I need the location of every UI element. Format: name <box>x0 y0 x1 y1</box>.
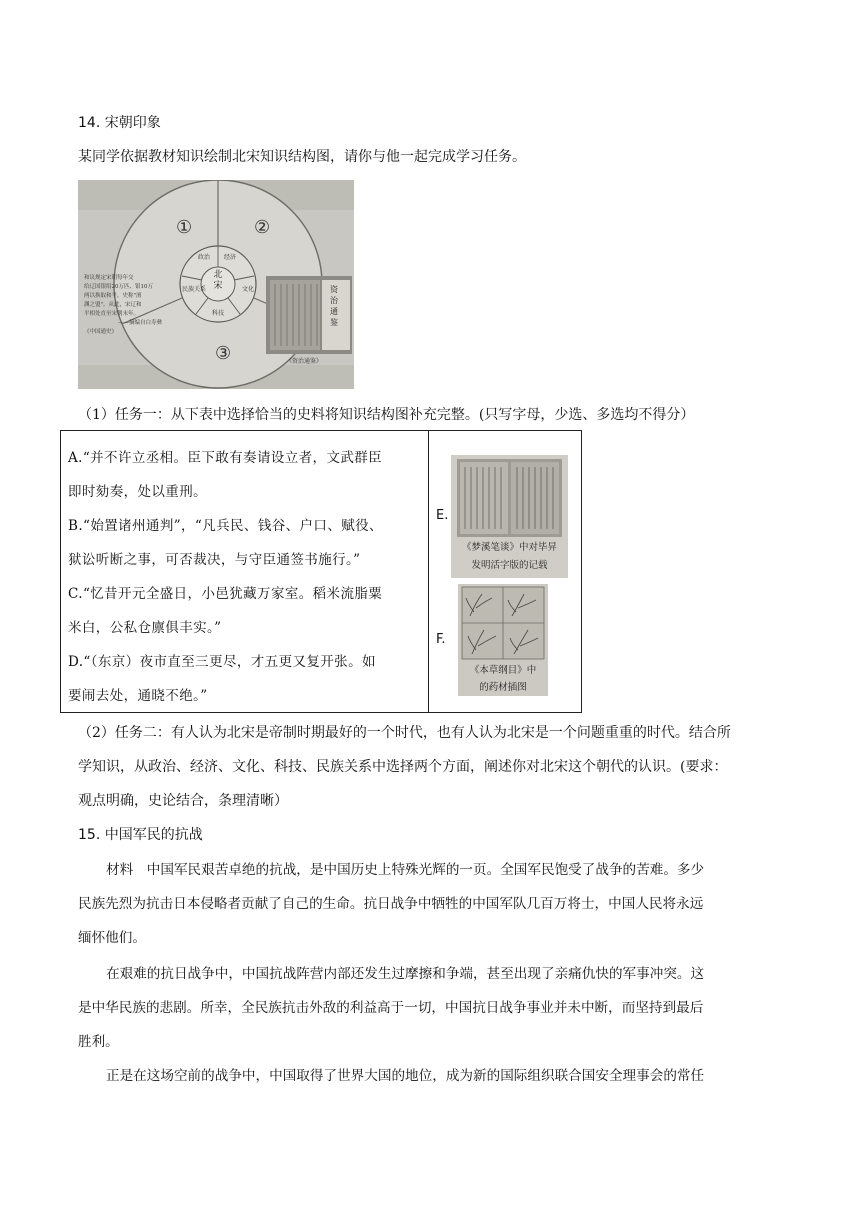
option-f-caption-2: 的药材插图 <box>479 682 527 693</box>
diagram-inner-culture: 文化 <box>242 286 255 293</box>
q15-paragraph-2-line-1: 在艰难的抗日战争中，中国抗战阵营内部还发生过摩擦和争端，甚至出现了亲痛仇快的军事冲突。这 <box>106 966 705 982</box>
question-15-title: 15. 中国军民的抗战 <box>78 827 203 843</box>
option-a-line-1: A.“并不许立丞相。臣下敢有奏请设立者，文武群臣 <box>68 450 383 466</box>
option-e-caption-2: 发明活字版的记载 <box>471 560 548 571</box>
option-e-caption-1: 《梦溪笔谈》中对毕昇 <box>461 542 557 553</box>
diagram-slot-2: ② <box>254 217 271 238</box>
option-f-label: F. <box>436 632 446 647</box>
diagram-inner-ethnic: 民族关系 <box>182 286 207 293</box>
q15-paragraph-2-line-3: 胜利。 <box>78 1034 119 1050</box>
diagram-book-caption: 《资治通鉴》 <box>286 358 323 365</box>
diagram-slot-1: ① <box>176 217 193 238</box>
question-14-title: 14. 宋朝印象 <box>78 115 161 131</box>
option-d-line-2: 要闹去处，通晓不绝。” <box>68 688 208 704</box>
option-f-image <box>458 584 548 696</box>
options-table-divider <box>428 430 429 713</box>
diagram-slot-3: ③ <box>215 343 232 364</box>
knowledge-structure-diagram <box>78 180 354 389</box>
task-1-prompt: （1）任务一：从下表中选择恰当的史料将知识结构图补充完整。(只写字母，少选、多选均不得分） <box>78 407 695 423</box>
q15-paragraph-1-line-3: 缅怀他们。 <box>78 930 146 946</box>
q15-paragraph-2-line-2: 是中华民族的悲剧。所幸，全民族抗击外敌的利益高于一切，中国抗日战争事业并未中断，而坚持到最后 <box>78 1000 704 1016</box>
option-d-line-1: D.“（东京）夜市直至三更尽，才五更又复开张。如 <box>68 654 376 670</box>
q15-paragraph-1-line-1: 材料 中国军民艰苦卓绝的抗战，是中国历史上特殊光辉的一页。全国军民饱受了战争的苦难。多少 <box>106 862 705 878</box>
option-f-caption-1: 《本草纲目》中 <box>469 665 537 676</box>
option-e-image <box>451 455 568 578</box>
option-b-line-1: B.“始置诸州通判”，“凡兵民、钱谷、户口、赋役、 <box>68 518 383 534</box>
task-2-line-1: （2）任务二：有人认为北宋是帝制时期最好的一个时代，也有人认为北宋是一个问题重重的时代。结合所 <box>78 725 731 741</box>
question-14-intro: 某同学依据教材知识绘制北宋知识结构图，请你与他一起完成学习任务。 <box>78 149 526 165</box>
option-e-label: E. <box>436 508 449 523</box>
diagram-book-title: 资治通鉴 <box>330 285 338 327</box>
option-c-line-2: 米白，公私仓廪俱丰实。” <box>68 620 222 636</box>
diagram-inner-economy: 经济 <box>224 254 237 261</box>
q15-paragraph-1-line-2: 民族先烈为抗击日本侵略者贡献了自己的生命。抗日战争中牺牲的中国军队几百万将士，中国人民将永远 <box>78 896 704 912</box>
diagram-left-note: 和议规定宋朝每年交 给辽国银绢20万匹、银10万 两以换取和平，史称"澶 渊之盟"。从此，宋辽和 平相处直至宋朝末年。 ——摘编自白寿彝 《中国通史》 <box>84 275 163 335</box>
diagram-inner-tech: 科技 <box>212 310 225 317</box>
diagram-center: 北宋 <box>213 270 223 291</box>
diagram-inner-politics: 政治 <box>198 254 211 261</box>
q15-paragraph-3-line-1: 正是在这场空前的战争中，中国取得了世界大国的地位，成为新的国际组织联合国安全理事会的常任 <box>106 1068 705 1084</box>
option-c-line-1: C.“忆昔开元全盛日，小邑犹藏万家室。稻米流脂粟 <box>68 586 383 602</box>
task-2-line-3: 观点明确，史论结合，条理清晰） <box>78 793 288 809</box>
option-a-line-2: 即时劾奏，处以重刑。 <box>68 484 207 500</box>
task-2-line-2: 学知识，从政治、经济、文化、科技、民族关系中选择两个方面，阐述你对北宋这个朝代的认识。(要求： <box>78 759 728 775</box>
option-b-line-2: 狱讼听断之事，可否裁决，与守臣通签书施行。” <box>68 552 361 568</box>
